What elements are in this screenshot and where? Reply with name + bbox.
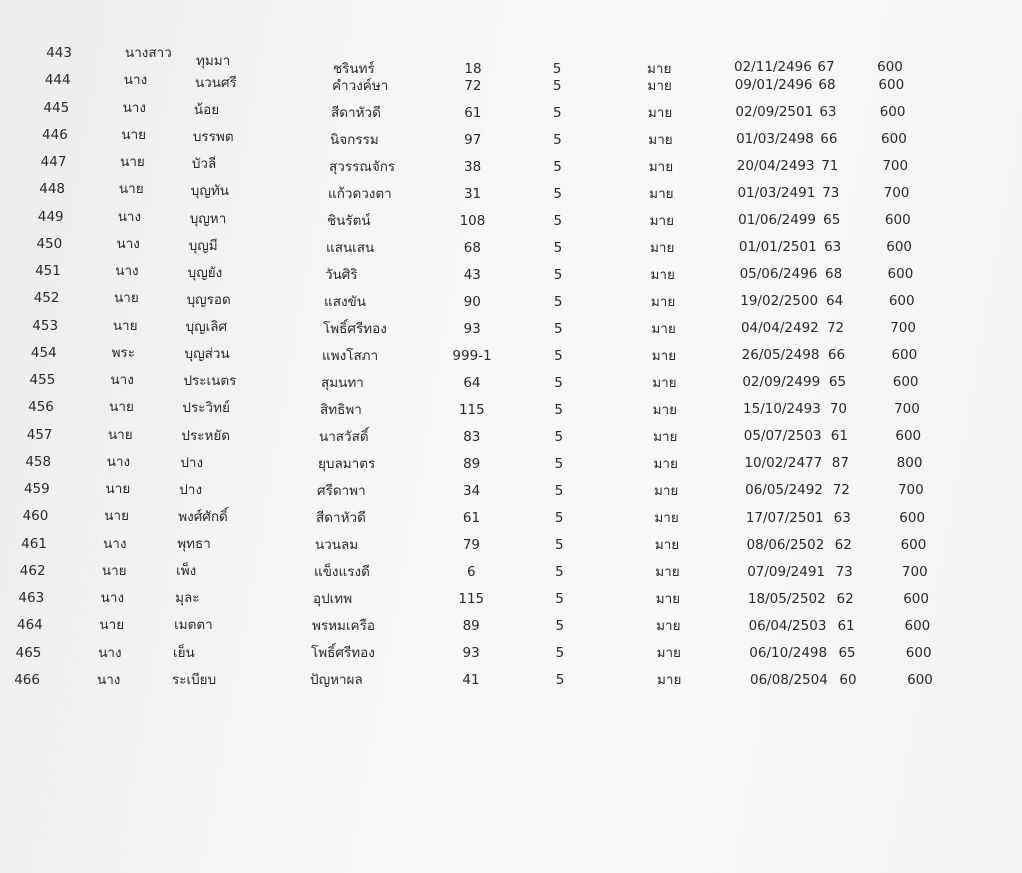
table-row <box>0 151 1022 173</box>
table-row <box>0 178 1022 200</box>
cell-dob: 09/01/2496 <box>734 76 813 93</box>
cell-dob: 10/02/2477 <box>744 455 823 472</box>
cell-no: 460 <box>22 508 49 525</box>
cell-house: 64 <box>463 374 481 391</box>
table-row <box>0 69 1022 94</box>
cell-status: มาย <box>650 266 675 283</box>
cell-first: เพ็ง <box>176 563 197 580</box>
cell-last: แก้วดวงตา <box>328 185 392 202</box>
cell-house: 93 <box>462 644 480 661</box>
cell-no: 454 <box>30 344 57 361</box>
cell-first: ระเบียบ <box>172 671 217 688</box>
cell-last: อุปเทพ <box>313 590 353 607</box>
cell-amount: 600 <box>887 266 914 283</box>
cell-no: 452 <box>33 290 60 307</box>
cell-amount: 600 <box>891 347 918 364</box>
cell-house: 61 <box>462 509 481 526</box>
cell-house: 41 <box>462 671 480 688</box>
cell-age: 61 <box>837 617 855 634</box>
cell-moo: 5 <box>555 671 565 688</box>
cell-first: พงศ์ศักดิ์ <box>178 508 228 525</box>
table-row <box>0 42 1022 77</box>
cell-first: บุญเลิศ <box>185 319 228 336</box>
cell-status: มาย <box>657 671 682 688</box>
cell-status: มาย <box>648 158 674 175</box>
cell-title: นาง <box>103 535 127 552</box>
cell-moo: 5 <box>554 374 563 391</box>
cell-dob: 07/09/2491 <box>747 563 826 580</box>
cell-moo: 5 <box>553 185 562 202</box>
table-row <box>0 287 1022 309</box>
cell-age: 65 <box>838 644 856 661</box>
cell-no: 463 <box>18 590 45 606</box>
cell-age: 64 <box>826 293 844 310</box>
table-row <box>0 315 1022 337</box>
table-row <box>0 614 1022 636</box>
cell-house: 6 <box>467 563 476 580</box>
cell-age: 62 <box>836 590 854 607</box>
cell-no: 464 <box>17 617 43 634</box>
cell-moo: 5 <box>555 590 564 607</box>
cell-first: เย็น <box>173 644 195 661</box>
cell-age: 72 <box>826 320 845 337</box>
cell-amount: 600 <box>900 536 927 553</box>
cell-moo: 5 <box>554 401 563 418</box>
cell-house: 72 <box>464 77 482 94</box>
cell-first: บุญรอด <box>186 291 231 308</box>
cell-last: สุวรรณจักร <box>329 158 396 175</box>
cell-first: บุญยัง <box>187 264 223 281</box>
cell-title: พระ <box>111 344 135 361</box>
table-row <box>0 260 1022 282</box>
cell-dob: 06/08/2504 <box>750 671 828 688</box>
cell-status: มาย <box>650 293 676 310</box>
cell-dob: 02/11/2496 <box>734 59 812 75</box>
cell-amount: 600 <box>895 428 922 445</box>
table-row <box>0 642 1022 664</box>
cell-status: มาย <box>651 320 676 337</box>
cell-age: 66 <box>827 347 846 364</box>
cell-first: บุญหา <box>189 210 227 227</box>
cell-status: มาย <box>650 239 675 256</box>
cell-amount: 600 <box>879 103 906 120</box>
cell-title: นาย <box>114 290 139 307</box>
cell-age: 68 <box>818 76 836 93</box>
cell-title: นาง <box>122 99 146 116</box>
cell-title: นาย <box>99 617 125 634</box>
cell-age: 65 <box>828 374 847 391</box>
cell-first: บัวลี <box>191 156 217 173</box>
cell-title: นาง <box>100 590 125 606</box>
cell-no: 465 <box>15 644 42 661</box>
cell-dob: 15/10/2493 <box>743 401 821 418</box>
cell-moo: 5 <box>553 239 563 256</box>
cell-status: มาย <box>647 104 673 121</box>
cell-dob: 02/09/2501 <box>735 103 814 120</box>
cell-no: 451 <box>35 263 61 279</box>
cell-age: 68 <box>825 266 843 283</box>
cell-amount: 600 <box>884 212 911 229</box>
cell-amount: 600 <box>907 671 933 688</box>
cell-last: แสนเสน <box>326 239 375 256</box>
cell-dob: 04/04/2492 <box>740 320 819 337</box>
cell-amount: 700 <box>901 563 928 580</box>
cell-age: 63 <box>824 239 842 256</box>
cell-title: นาง <box>110 372 134 388</box>
cell-no: 445 <box>43 99 70 116</box>
cell-last: คำวงค์ษา <box>332 77 389 94</box>
table-row <box>0 533 1022 555</box>
cell-last: ชรินทร์ <box>333 61 375 77</box>
cell-dob: 20/04/2493 <box>736 158 815 175</box>
cell-amount: 600 <box>881 131 907 147</box>
cell-last: สุมนทา <box>321 374 364 391</box>
cell-title: นาง <box>123 72 148 89</box>
cell-amount: 600 <box>886 239 913 256</box>
cell-first: ทุมมา <box>196 53 231 69</box>
cell-status: มาย <box>652 401 678 418</box>
table-row <box>0 505 1022 527</box>
cell-dob: 01/01/2501 <box>738 239 817 256</box>
cell-last: วันศิริ <box>325 266 358 283</box>
cell-age: 70 <box>829 401 848 418</box>
table-row <box>0 97 1022 119</box>
cell-amount: 600 <box>904 617 931 634</box>
cell-status: มาย <box>653 482 679 499</box>
cell-dob: 19/02/2500 <box>740 293 819 310</box>
cell-status: มาย <box>651 347 677 364</box>
cell-status: มาย <box>647 61 672 77</box>
cell-last: สิทธิพา <box>320 401 362 418</box>
cell-title: นาย <box>105 481 131 497</box>
cell-no: 461 <box>21 535 47 552</box>
cell-first: ประหยัด <box>181 427 231 444</box>
cell-moo: 5 <box>554 428 564 445</box>
cell-title: นาย <box>107 426 133 443</box>
table-row <box>0 369 1022 391</box>
cell-moo: 5 <box>554 455 564 472</box>
cell-first: น้อย <box>193 102 220 119</box>
cell-amount: 600 <box>888 293 915 310</box>
cell-no: 449 <box>37 208 64 225</box>
cell-last: นิจกรรม <box>330 131 379 148</box>
cell-last: แข็งแรงดี <box>314 563 370 580</box>
cell-moo: 5 <box>554 482 564 499</box>
cell-status: มาย <box>655 563 680 580</box>
cell-status: มาย <box>648 131 673 148</box>
cell-title: นาย <box>118 181 144 198</box>
cell-title: นาง <box>98 644 122 661</box>
cell-house: 108 <box>459 212 486 229</box>
cell-house: 61 <box>464 104 482 121</box>
table-row <box>0 424 1022 446</box>
cell-house: 38 <box>464 158 482 175</box>
cell-amount: 700 <box>882 158 909 175</box>
cell-title: นาง <box>106 453 131 470</box>
cell-dob: 06/10/2498 <box>749 644 828 661</box>
cell-first: ปาง <box>180 454 204 471</box>
cell-house: 18 <box>464 61 482 77</box>
cell-amount: 800 <box>896 455 923 472</box>
cell-status: มาย <box>653 428 678 445</box>
table-row <box>0 124 1022 146</box>
cell-age: 60 <box>839 671 857 688</box>
cell-moo: 5 <box>555 617 565 634</box>
cell-age: 62 <box>834 536 852 553</box>
cell-first: พุทธา <box>177 536 211 553</box>
table-row <box>0 342 1022 364</box>
cell-dob: 08/06/2502 <box>746 536 825 553</box>
cell-title: นาย <box>101 562 127 579</box>
cell-title: นาย <box>120 154 145 170</box>
cell-age: 73 <box>822 185 840 202</box>
cell-house: 999-1 <box>452 347 492 364</box>
cell-amount: 600 <box>878 76 905 93</box>
cell-dob: 06/04/2503 <box>748 617 827 634</box>
cell-moo: 5 <box>552 61 562 77</box>
cell-first: มุละ <box>175 590 200 607</box>
cell-no: 462 <box>19 562 46 579</box>
cell-no: 447 <box>40 154 67 170</box>
cell-last: สีดาหัวดี <box>331 104 381 121</box>
cell-status: มาย <box>655 590 681 607</box>
cell-last: สีดาหัวดี <box>316 509 366 526</box>
cell-status: มาย <box>652 374 677 391</box>
table-row <box>0 233 1022 255</box>
cell-title: นาง <box>116 235 140 252</box>
cell-moo: 5 <box>554 347 563 364</box>
cell-no: 443 <box>46 45 72 61</box>
cell-first: นวนศรี <box>194 74 237 91</box>
cell-house: 31 <box>463 185 482 202</box>
table-row <box>0 396 1022 418</box>
table-row <box>0 451 1022 473</box>
cell-house: 68 <box>463 239 481 256</box>
cell-status: มาย <box>653 455 678 472</box>
cell-house: 43 <box>463 266 481 283</box>
cell-status: มาย <box>654 509 679 526</box>
cell-last: แสงขัน <box>324 293 366 310</box>
cell-dob: 01/06/2499 <box>738 212 816 229</box>
cell-house: 90 <box>463 293 481 310</box>
cell-no: 446 <box>42 126 68 143</box>
cell-no: 444 <box>44 72 71 89</box>
cell-first: ประเนตร <box>183 373 237 390</box>
cell-amount: 700 <box>897 482 924 499</box>
cell-last: นวนลม <box>315 536 359 553</box>
cell-no: 458 <box>25 453 52 470</box>
cell-age: 63 <box>819 103 837 120</box>
table-row <box>0 206 1022 228</box>
cell-dob: 01/03/2498 <box>736 131 814 147</box>
cell-title: นาง <box>117 208 142 225</box>
cell-first: บุญทัน <box>190 183 229 200</box>
cell-first: บุญส่วน <box>184 346 230 363</box>
cell-status: มาย <box>656 617 681 634</box>
cell-house: 115 <box>458 401 485 418</box>
cell-title: นาย <box>112 317 138 334</box>
cell-dob: 05/07/2503 <box>743 428 822 445</box>
cell-age: 87 <box>831 455 849 472</box>
cell-dob: 01/03/2491 <box>737 185 816 202</box>
cell-house: 93 <box>463 320 481 337</box>
cell-house: 79 <box>462 536 481 553</box>
cell-moo: 5 <box>554 320 563 337</box>
cell-moo: 5 <box>553 212 563 229</box>
cell-amount: 700 <box>894 401 920 418</box>
cell-age: 73 <box>835 563 853 580</box>
table-row <box>0 669 1022 691</box>
cell-no: 453 <box>32 317 59 334</box>
cell-age: 61 <box>830 428 848 445</box>
cell-dob: 17/07/2501 <box>745 509 824 526</box>
cell-no: 466 <box>14 671 40 688</box>
cell-amount: 700 <box>890 320 916 337</box>
cell-status: มาย <box>649 185 674 202</box>
cell-first: บรรพต <box>192 129 234 146</box>
cell-last: โพธิ์ศรีทอง <box>323 320 387 337</box>
cell-no: 450 <box>36 235 63 252</box>
cell-moo: 5 <box>553 293 563 310</box>
cell-last: ยุบลมาตร <box>318 455 376 472</box>
cell-house: 115 <box>458 590 485 607</box>
cell-house: 34 <box>463 482 481 499</box>
cell-status: มาย <box>654 536 680 553</box>
cell-dob: 26/05/2498 <box>741 347 820 364</box>
cell-moo: 5 <box>553 158 562 175</box>
cell-moo: 5 <box>555 644 565 661</box>
cell-dob: 02/09/2499 <box>742 374 821 391</box>
cell-age: 66 <box>820 131 838 147</box>
cell-dob: 18/05/2502 <box>747 590 826 607</box>
cell-first: เมตตา <box>174 617 213 634</box>
cell-moo: 5 <box>552 77 562 94</box>
cell-moo: 5 <box>552 104 562 121</box>
cell-house: 89 <box>463 455 481 472</box>
table-row <box>0 560 1022 582</box>
cell-title: นาง <box>115 263 139 279</box>
cell-last: โพธิ์ศรีทอง <box>311 644 375 661</box>
cell-amount: 600 <box>899 509 926 526</box>
cell-no: 455 <box>29 372 56 388</box>
cell-title: นาง <box>97 671 121 688</box>
cell-last: ชินรัตน์ <box>327 212 371 229</box>
cell-no: 448 <box>39 181 66 198</box>
cell-age: 71 <box>821 158 839 175</box>
cell-first: ปาง <box>179 481 203 498</box>
table-row <box>0 478 1022 500</box>
cell-amount: 600 <box>903 590 929 607</box>
cell-house: 97 <box>464 131 482 148</box>
cell-amount: 600 <box>892 374 919 391</box>
cell-title: นาย <box>104 508 130 525</box>
cell-status: มาย <box>647 77 672 94</box>
cell-no: 457 <box>26 426 53 443</box>
cell-last: นาสวัสดิ์ <box>319 428 369 445</box>
cell-title: นาย <box>109 399 134 416</box>
cell-amount: 700 <box>883 185 910 202</box>
cell-first: บุญมี <box>188 237 218 254</box>
cell-status: มาย <box>649 212 674 229</box>
cell-last: พรหมเครือ <box>312 617 375 634</box>
table-row <box>0 587 1022 609</box>
cell-moo: 5 <box>553 266 563 283</box>
cell-last: ปัญหาผล <box>310 671 363 688</box>
cell-age: 67 <box>817 59 835 75</box>
cell-first: ประวิทย์ <box>182 400 230 417</box>
cell-moo: 5 <box>555 563 564 580</box>
cell-last: ศรีดาพา <box>317 482 366 499</box>
cell-age: 65 <box>823 212 841 229</box>
cell-amount: 600 <box>877 59 903 75</box>
cell-title: นาย <box>121 126 147 143</box>
cell-last: แพงโสภา <box>322 347 379 364</box>
cell-age: 63 <box>833 509 851 526</box>
cell-dob: 05/06/2496 <box>739 266 818 283</box>
cell-age: 72 <box>832 482 850 499</box>
cell-moo: 5 <box>554 509 564 526</box>
cell-house: 83 <box>463 428 481 445</box>
cell-dob: 06/05/2492 <box>745 482 823 499</box>
cell-amount: 600 <box>905 644 932 661</box>
cell-status: มาย <box>656 644 681 661</box>
cell-title: นางสาว <box>125 45 172 61</box>
cell-no: 456 <box>28 399 54 416</box>
cell-no: 459 <box>23 481 50 497</box>
cell-moo: 5 <box>553 131 562 148</box>
cell-house: 89 <box>462 617 480 634</box>
cell-moo: 5 <box>555 536 564 553</box>
